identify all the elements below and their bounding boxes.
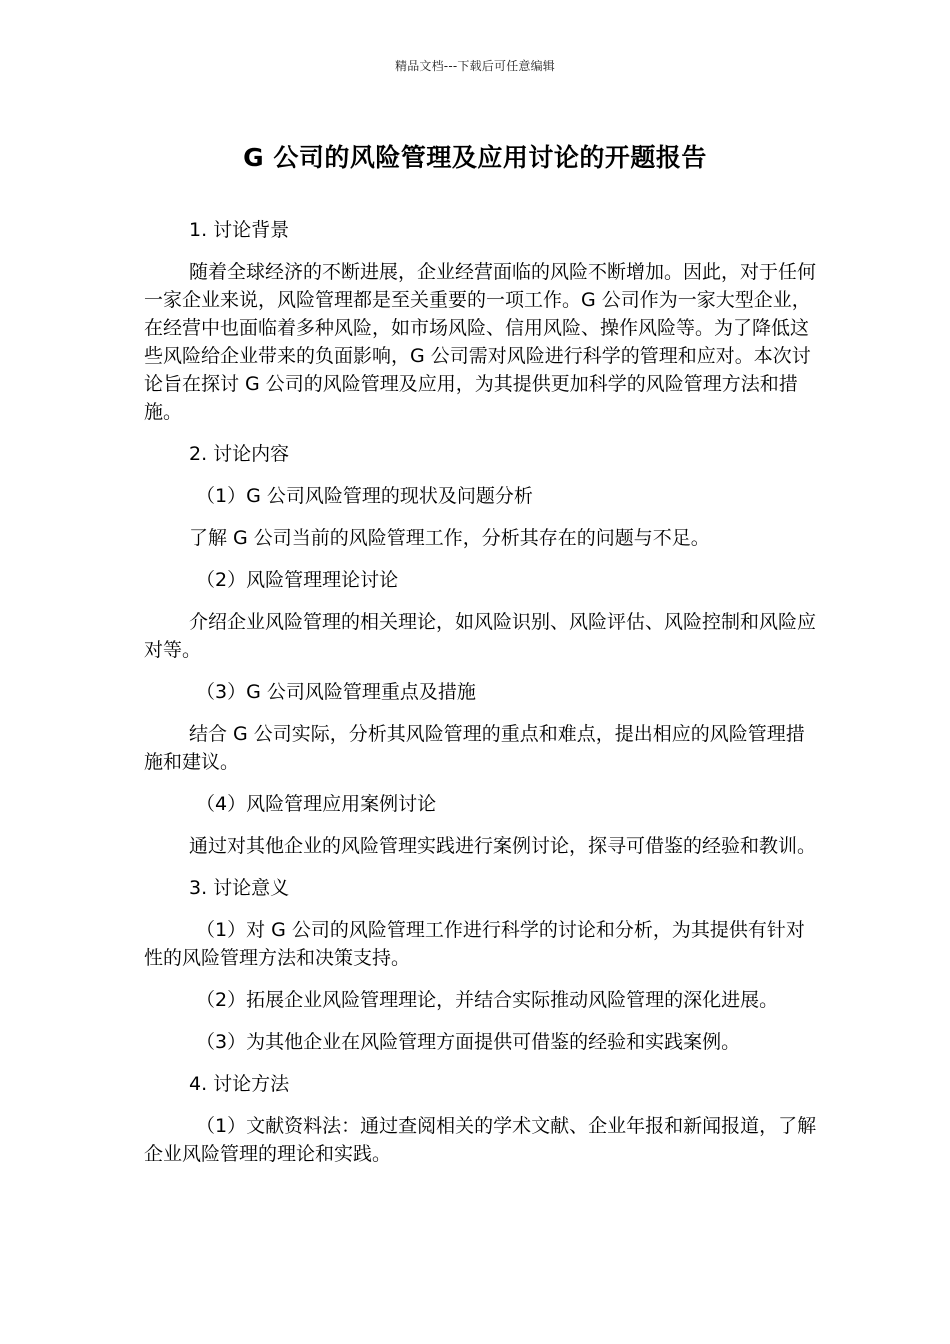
paragraph-cases: 通过对其他企业的风险管理实践进行案例讨论，探寻可借鉴的经验和教训。 — [189, 835, 817, 857]
paragraph-method-literature: （1）文献资料法：通过查阅相关的学术文献、企业年报和新闻报道，了解企业风险管理的理论和实践。 — [144, 1115, 817, 1165]
section-heading-methods: 4. 讨论方法 — [189, 1073, 290, 1095]
paragraph-measures: 结合 G 公司实际，分析其风险管理的重点和难点，提出相应的风险管理措施和建议。 — [144, 723, 805, 773]
paragraph-significance-2: （2）拓展企业风险管理理论，并结合实际推动风险管理的深化进展。 — [196, 989, 779, 1011]
subheading-measures: （3）G 公司风险管理重点及措施 — [196, 681, 476, 703]
document-title: G 公司的风险管理及应用讨论的开题报告 — [243, 143, 707, 172]
section-heading-background: 1. 讨论背景 — [189, 219, 290, 241]
header-note: 精品文档---下载后可任意编辑 — [395, 59, 555, 73]
paragraph-significance-3: （3）为其他企业在风险管理方面提供可借鉴的经验和实践案例。 — [196, 1031, 741, 1053]
section-heading-significance: 3. 讨论意义 — [189, 877, 290, 899]
subheading-cases: （4）风险管理应用案例讨论 — [196, 793, 437, 815]
paragraph-significance-1: （1）对 G 公司的风险管理工作进行科学的讨论和分析，为其提供有针对性的风险管理方法和决策支持。 — [144, 919, 805, 969]
subheading-status-analysis: （1）G 公司风险管理的现状及问题分析 — [196, 485, 533, 507]
section-heading-content: 2. 讨论内容 — [189, 443, 290, 465]
subheading-theory: （2）风险管理理论讨论 — [196, 569, 399, 591]
paragraph-status-analysis: 了解 G 公司当前的风险管理工作，分析其存在的问题与不足。 — [189, 527, 710, 549]
paragraph-background: 随着全球经济的不断进展，企业经营面临的风险不断增加。因此，对于任何一家企业来说，风险管理都是至关重要的一项工作。G 公司作为一家大型企业，在经营中也面临着多种风险，如市场风险、信用风险、操作风险等。为了降低这些风险给企业带来的负面影响，G 公司需对风险进行科学的管理和应对。本次讨论旨在探讨 G 公司的风险管理及应用，为其提供更加科学的风险管理方法和措施。 — [144, 261, 817, 423]
paragraph-theory: 介绍企业风险管理的相关理论，如风险识别、风险评估、风险控制和风险应对等。 — [144, 611, 817, 661]
document-body — [144, 216, 818, 1168]
